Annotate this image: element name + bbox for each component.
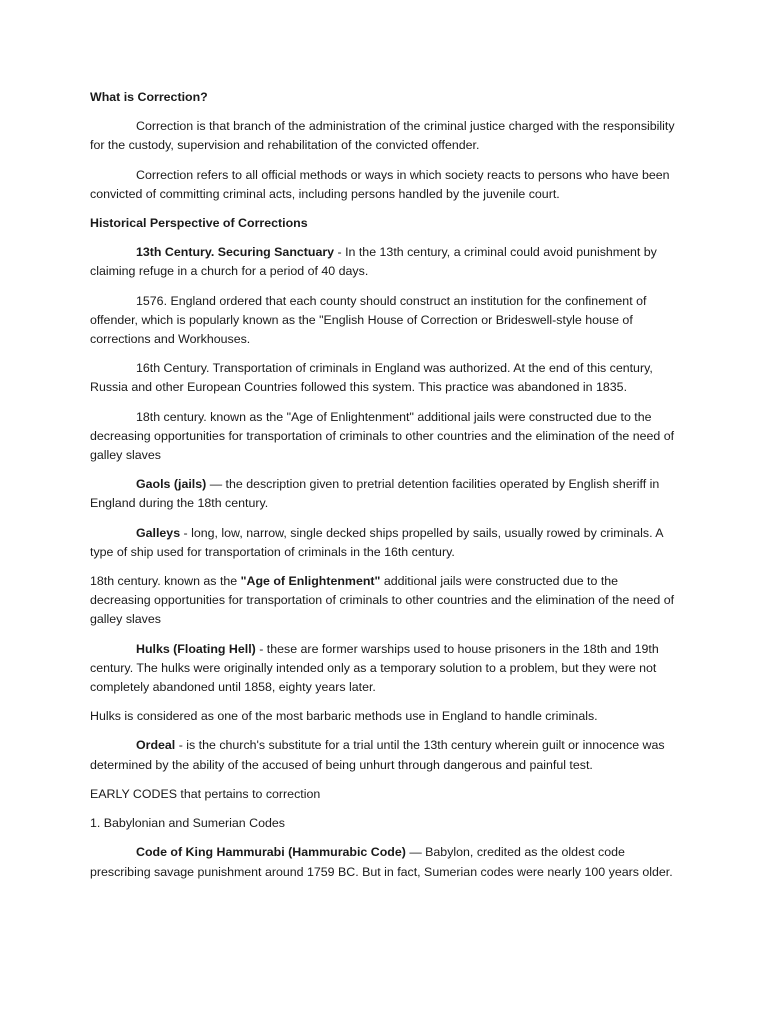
- heading-babylonian-sumerian: 1. Babylonian and Sumerian Codes: [90, 816, 285, 831]
- term-galleys: Galleys: [136, 525, 181, 540]
- paragraph-correction-definition: Correction is that branch of the administration of the criminal justice charged with the responsibility for the custody, supervision and rehabilitation of the convicted offender.: [90, 119, 675, 153]
- paragraph-hulks-barbaric: Hulks is considered as one of the most barbaric methods use in England to handle criminals.: [90, 709, 598, 724]
- paragraph-hammurabi: [90, 843, 676, 881]
- term-ordeal: Ordeal: [136, 738, 176, 753]
- text-galleys: - long, low, narrow, single decked ships propelled by sails, usually rowed by criminals. A type of ship used for transportation of criminals in the 16th century.: [90, 525, 663, 559]
- paragraph-correction-refers: Correction refers to all official methods or ways in which society reacts to persons who have been convicted of committing criminal acts, including persons handled by the juvenile court.: [90, 167, 670, 201]
- paragraph-13th-century: [90, 243, 676, 281]
- paragraph-galleys: [90, 524, 676, 562]
- text-gaols: — the description given to pretrial detention facilities operated by English sheriff in England during the 18th century.: [90, 477, 660, 511]
- text-13th-century: - In the 13th century, a criminal could avoid punishment by claiming refuge in a church for a period of 40 days.: [90, 245, 657, 279]
- heading-historical-perspective: Historical Perspective of Corrections: [90, 216, 308, 231]
- text-hulks: - these are former warships used to house prisoners in the 18th and 19th century. The hulks were originally intended only as a temporary solution to a problem, but they were not completely abandoned until 1858, eighty years later.: [90, 641, 659, 695]
- heading-early-codes: EARLY CODES that pertains to correction: [90, 786, 321, 801]
- term-13th-century: 13th Century. Securing Sanctuary: [136, 245, 335, 260]
- paragraph-1576: 1576. England ordered that each county should construct an institution for the confinement of offender, which is popularly known as the "English House of Correction or Brideswell-style house of corrections and Workhouses.: [90, 293, 647, 347]
- term-gaols: Gaols (jails): [136, 477, 207, 492]
- text-18th-pre: 18th century. known as the: [90, 574, 241, 589]
- paragraph-ordeal: [90, 736, 676, 774]
- document-page: [90, 88, 676, 892]
- paragraph-18th-century-repeat: [90, 572, 676, 630]
- paragraph-hulks: [90, 640, 676, 698]
- paragraph-16th-century: 16th Century. Transportation of criminals in England was authorized. At the end of this century, Russia and other European Countries followed this system. This practice was abandoned in 1835.: [90, 361, 653, 395]
- heading-what-is-correction: What is Correction?: [90, 90, 208, 104]
- paragraph-gaols: [90, 475, 676, 513]
- term-hulks: Hulks (Floating Hell): [136, 641, 256, 656]
- text-ordeal: - is the church's substitute for a trial until the 13th century wherein guilt or innocence was determined by the ability of the accused of being unhurt through dangerous and painful test.: [90, 738, 665, 772]
- paragraph-18th-century: 18th century. known as the "Age of Enlightenment" additional jails were constructed due to the decreasing opportunities for transportation of criminals to other countries and the elimination of the need of galley slaves: [90, 409, 675, 463]
- term-age-of-enlightenment: "Age of Enlightenment": [240, 574, 381, 589]
- text-hammurabi: — Babylon, credited as the oldest code prescribing savage punishment around 1759 BC. But in fact, Sumerian codes were nearly 100 years older.: [90, 845, 673, 879]
- text-18th-rest: additional jails were constructed due to the decreasing opportunities for transportation of criminals to other countries and the elimination of the need of galley slaves: [90, 574, 675, 627]
- term-hammurabi: Code of King Hammurabi (Hammurabic Code): [136, 845, 406, 860]
